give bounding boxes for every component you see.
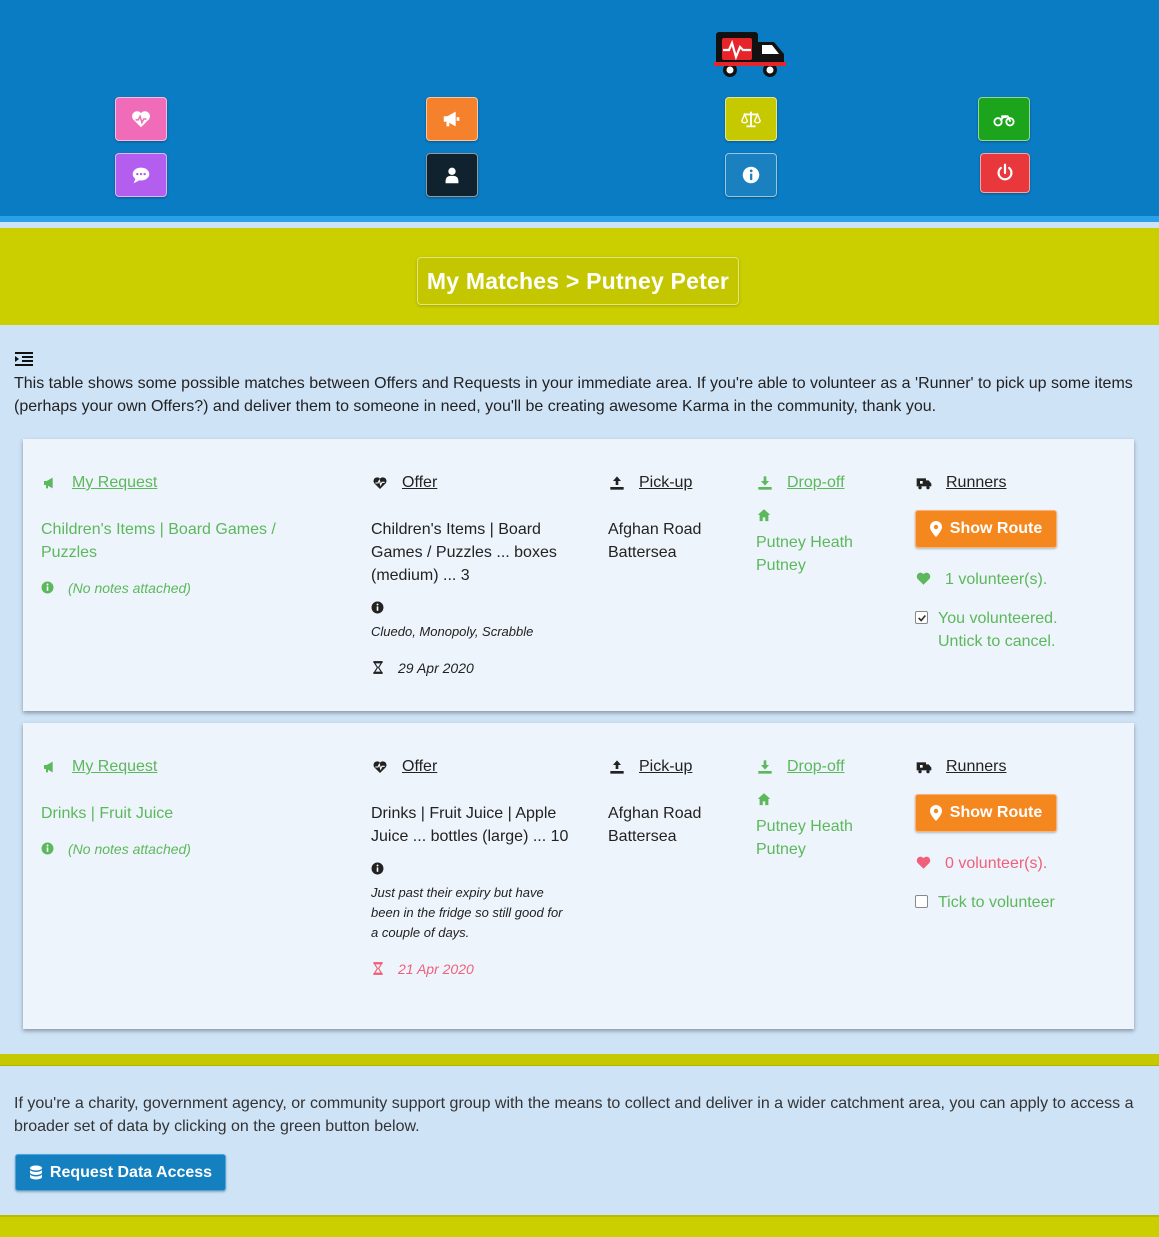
pickup-link[interactable]: Pick-up <box>639 474 693 491</box>
request-item: Drinks | Fruit Juice <box>41 805 174 822</box>
top-nav-bar <box>0 0 1159 222</box>
map-marker-icon <box>930 521 942 537</box>
my-request-header[interactable] <box>41 472 311 494</box>
request-data-access-label: Request Data Access <box>49 1163 213 1181</box>
user-icon <box>441 164 463 186</box>
nav-comment-button[interactable] <box>115 153 167 197</box>
bullhorn-icon <box>441 108 463 130</box>
map-marker-icon <box>930 805 942 821</box>
runners-link[interactable]: Runners <box>946 758 1007 775</box>
offer-link[interactable]: Offer <box>402 474 438 491</box>
pickup-header[interactable] <box>608 756 728 778</box>
motorcycle-icon <box>993 108 1015 130</box>
info-icon <box>41 842 54 855</box>
dropoff-link[interactable]: Drop-off <box>787 474 845 491</box>
heartbeat-icon <box>371 759 389 775</box>
ambulance-icon <box>915 759 933 775</box>
bottom-band <box>0 1215 1159 1237</box>
nav-heart-button[interactable] <box>115 97 167 141</box>
pickup-line2: Battersea <box>608 544 677 561</box>
runners-link[interactable]: Runners <box>946 474 1007 491</box>
volunteer-status-line1: Tick to volunteer <box>938 894 1055 911</box>
offer-header[interactable] <box>371 472 571 494</box>
ambulance-logo-icon[interactable] <box>714 28 788 80</box>
indent-list-icon <box>15 352 33 366</box>
heart-icon <box>915 855 932 870</box>
dropoff-header[interactable] <box>756 472 886 494</box>
show-route-label: Show Route <box>949 804 1043 821</box>
intro-text: This table shows some possible matches between Offers and Requests in your immediate area. If you're able to volunteer as a 'Runner' to pick up some items (perhaps your own Offers?) and deliver them to someone in need, you'll be creating awesome Karma in the community, thank you. <box>14 375 1133 415</box>
download-icon <box>756 475 774 491</box>
balance-scale-icon <box>740 108 762 130</box>
nav-balance-scale-button[interactable] <box>725 97 777 141</box>
request-item: Children's Items | Board Games / Puzzles <box>41 521 276 561</box>
nav-info-button[interactable] <box>725 153 777 197</box>
heart-icon <box>130 108 152 130</box>
runners-header[interactable] <box>915 756 1115 778</box>
offer-link[interactable]: Offer <box>402 758 438 775</box>
show-route-label: Show Route <box>949 520 1043 537</box>
request-notes: (No notes attached) <box>68 841 191 857</box>
offer-item: Children's Items | Board Games / Puzzles ... boxes (medium) ... 3 <box>371 521 557 584</box>
page-title: My Matches > Putney Peter <box>417 257 739 305</box>
info-icon <box>371 862 384 875</box>
nav-motorcycle-button[interactable] <box>978 97 1030 141</box>
volunteer-count: 1 volunteer(s). <box>945 571 1048 588</box>
title-banner <box>0 228 1159 325</box>
show-route-button[interactable] <box>915 794 1057 832</box>
heartbeat-icon <box>371 475 389 491</box>
volunteer-count: 0 volunteer(s). <box>945 855 1048 872</box>
heart-icon <box>915 571 932 586</box>
offer-header[interactable] <box>371 756 571 778</box>
dropoff-line1: Putney Heath <box>756 534 853 551</box>
upload-icon <box>608 475 626 491</box>
request-notes: (No notes attached) <box>68 580 191 596</box>
footer-text: If you're a charity, government agency, or community support group with the means to collect and deliver in a wider catchment area, you can apply to access a broader set of data by clicking on the green button below. <box>14 1095 1134 1135</box>
power-icon <box>994 162 1016 184</box>
section-divider <box>0 1054 1159 1066</box>
my-request-link[interactable]: My Request <box>72 758 158 775</box>
offer-notes: Cluedo, Monopoly, Scrabble <box>371 624 534 639</box>
download-icon <box>756 759 774 775</box>
hourglass-icon <box>371 660 385 675</box>
dropoff-line2: Putney <box>756 557 806 574</box>
dropoff-line2: Putney <box>756 841 806 858</box>
offer-item: Drinks | Fruit Juice | Apple Juice ... bottles (large) ... 10 <box>371 805 569 845</box>
runners-header[interactable] <box>915 472 1115 494</box>
dropoff-link[interactable]: Drop-off <box>787 758 845 775</box>
upload-icon <box>608 759 626 775</box>
match-card <box>23 723 1134 1029</box>
nav-bullhorn-button[interactable] <box>426 97 478 141</box>
bullhorn-icon <box>41 475 59 491</box>
offer-expiry: 29 Apr 2020 <box>398 660 474 676</box>
info-icon <box>41 581 54 594</box>
volunteer-status-line1: You volunteered. <box>938 610 1058 627</box>
pickup-link[interactable]: Pick-up <box>639 758 693 775</box>
nav-power-button[interactable] <box>980 153 1030 193</box>
offer-expiry: 21 Apr 2020 <box>398 961 474 977</box>
my-request-link[interactable]: My Request <box>72 474 158 491</box>
nav-user-button[interactable] <box>426 153 478 197</box>
volunteer-status-line2: Untick to cancel. <box>938 633 1056 650</box>
pickup-line2: Battersea <box>608 828 677 845</box>
pickup-line1: Afghan Road <box>608 805 702 822</box>
bullhorn-icon <box>41 759 59 775</box>
ambulance-icon <box>915 475 933 491</box>
database-icon <box>29 1165 43 1181</box>
match-card <box>23 439 1134 711</box>
my-request-header[interactable] <box>41 756 311 778</box>
show-route-button[interactable] <box>915 510 1057 548</box>
info-icon <box>371 601 384 614</box>
request-data-access-button[interactable] <box>15 1154 226 1191</box>
dropoff-line1: Putney Heath <box>756 818 853 835</box>
hourglass-icon <box>371 961 385 976</box>
info-icon <box>740 164 762 186</box>
home-icon <box>756 508 772 523</box>
dropoff-header[interactable] <box>756 756 886 778</box>
comment-icon <box>130 164 152 186</box>
home-icon <box>756 792 772 807</box>
checkmark-icon <box>917 613 927 623</box>
pickup-header[interactable] <box>608 472 728 494</box>
volunteer-checkbox[interactable] <box>915 895 928 908</box>
offer-notes: Just past their expiry but have been in the fridge so still good for a couple of days. <box>371 885 563 940</box>
volunteer-checkbox[interactable] <box>915 611 928 624</box>
pickup-line1: Afghan Road <box>608 521 702 538</box>
